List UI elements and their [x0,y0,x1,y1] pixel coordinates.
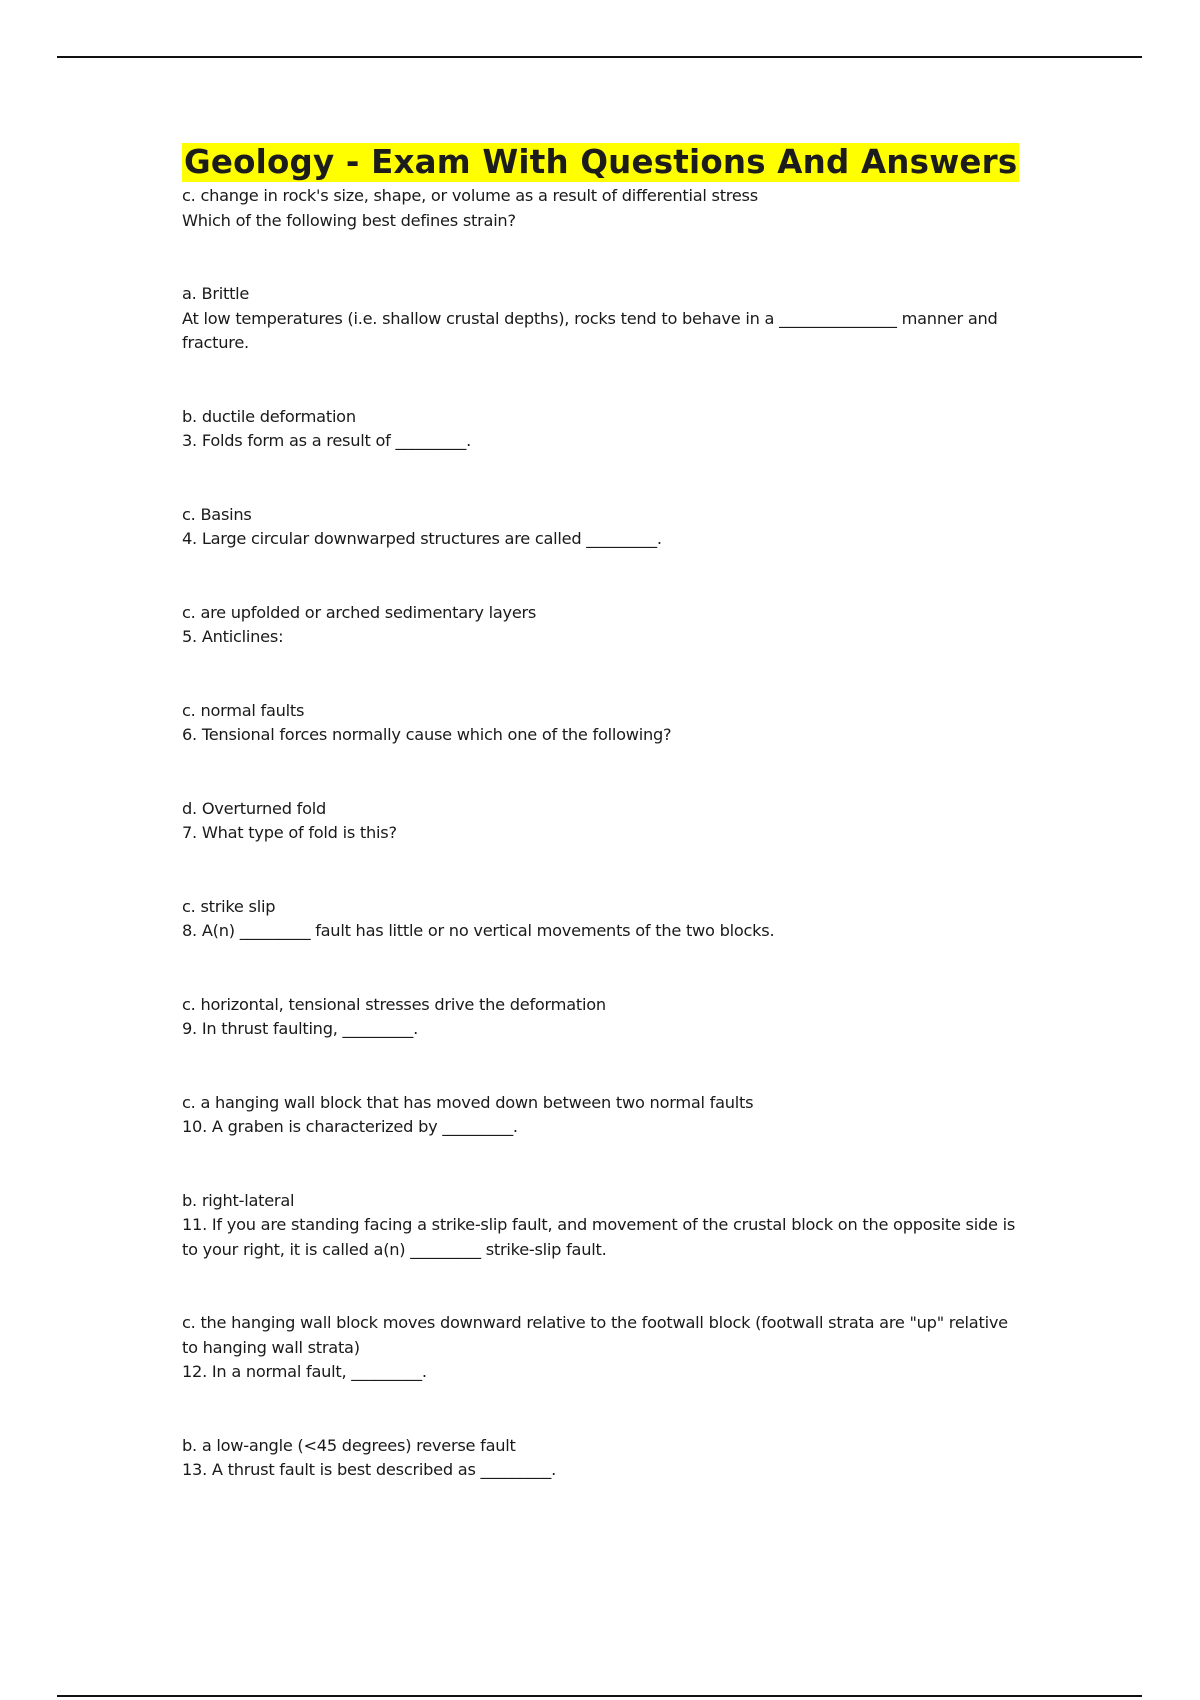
question-text: 7. What type of fold is this? [182,823,397,842]
answer-text: a. Brittle [182,284,250,303]
page-title: Geology - Exam With Questions And Answers [184,143,1018,181]
answer-text: c. normal faults [182,700,305,720]
document-body [182,143,1022,1483]
qa-block [182,1189,1022,1263]
answer-text: d. Overturned fold [182,798,326,818]
qa-block [182,405,1022,454]
question-text: 5. Anticlines: [182,627,284,646]
qa-block [182,1311,1022,1385]
qa-block [182,503,1022,552]
answer-text: c. horizontal, tensional stresses drive the deformation [182,994,606,1014]
answer-text: b. ductile deformation [182,406,356,426]
qa-block [182,184,1022,233]
question-text: 4. Large circular downwarped structures are called _________. [182,529,662,548]
answer-text: c. strike slip [182,896,276,916]
answer-text: c. a hanging wall block that has moved down between two normal faults [182,1092,754,1112]
qa-block [182,895,1022,944]
question-text: 9. In thrust faulting, _________. [182,1019,419,1038]
question-text: 13. A thrust fault is best described as _________. [182,1460,557,1479]
footer-rule [57,1695,1142,1697]
qa-block [182,601,1022,650]
question-text: 10. A graben is characterized by _________. [182,1117,518,1136]
qa-block [182,282,1022,356]
question-text: 3. Folds form as a result of _________. [182,431,471,450]
answer-text: b. a low-angle (<45 degrees) reverse fault [182,1435,516,1455]
answer-text: c. change in rock's size, shape, or volume as a result of differential stress [182,186,758,205]
qa-block [182,1434,1022,1483]
answer-text: c. are upfolded or arched sedimentary layers [182,602,537,622]
answer-text: b. right-lateral [182,1190,295,1210]
question-text: 11. If you are standing facing a strike-slip fault, and movement of the crustal block on the opposite side is to your right, it is called a(n) _________ strike-slip fault. [182,1215,1020,1259]
answer-text: c. Basins [182,504,252,524]
qa-block [182,699,1022,748]
question-text: 8. A(n) _________ fault has little or no vertical movements of the two blocks. [182,921,775,940]
question-text: 12. In a normal fault, _________. [182,1362,427,1381]
qa-block [182,993,1022,1042]
question-text: Which of the following best defines strain? [182,210,516,230]
answer-text: c. the hanging wall block moves downward relative to the footwall block (footwall strata are "up" relative to hanging wall strata) [182,1313,1013,1357]
question-text: 6. Tensional forces normally cause which one of the following? [182,725,672,744]
qa-block [182,797,1022,846]
qa-block [182,1091,1022,1140]
question-text: At low temperatures (i.e. shallow crustal depths), rocks tend to behave in a _______________ manner and fracture. [182,308,1003,352]
header-rule [57,56,1142,58]
